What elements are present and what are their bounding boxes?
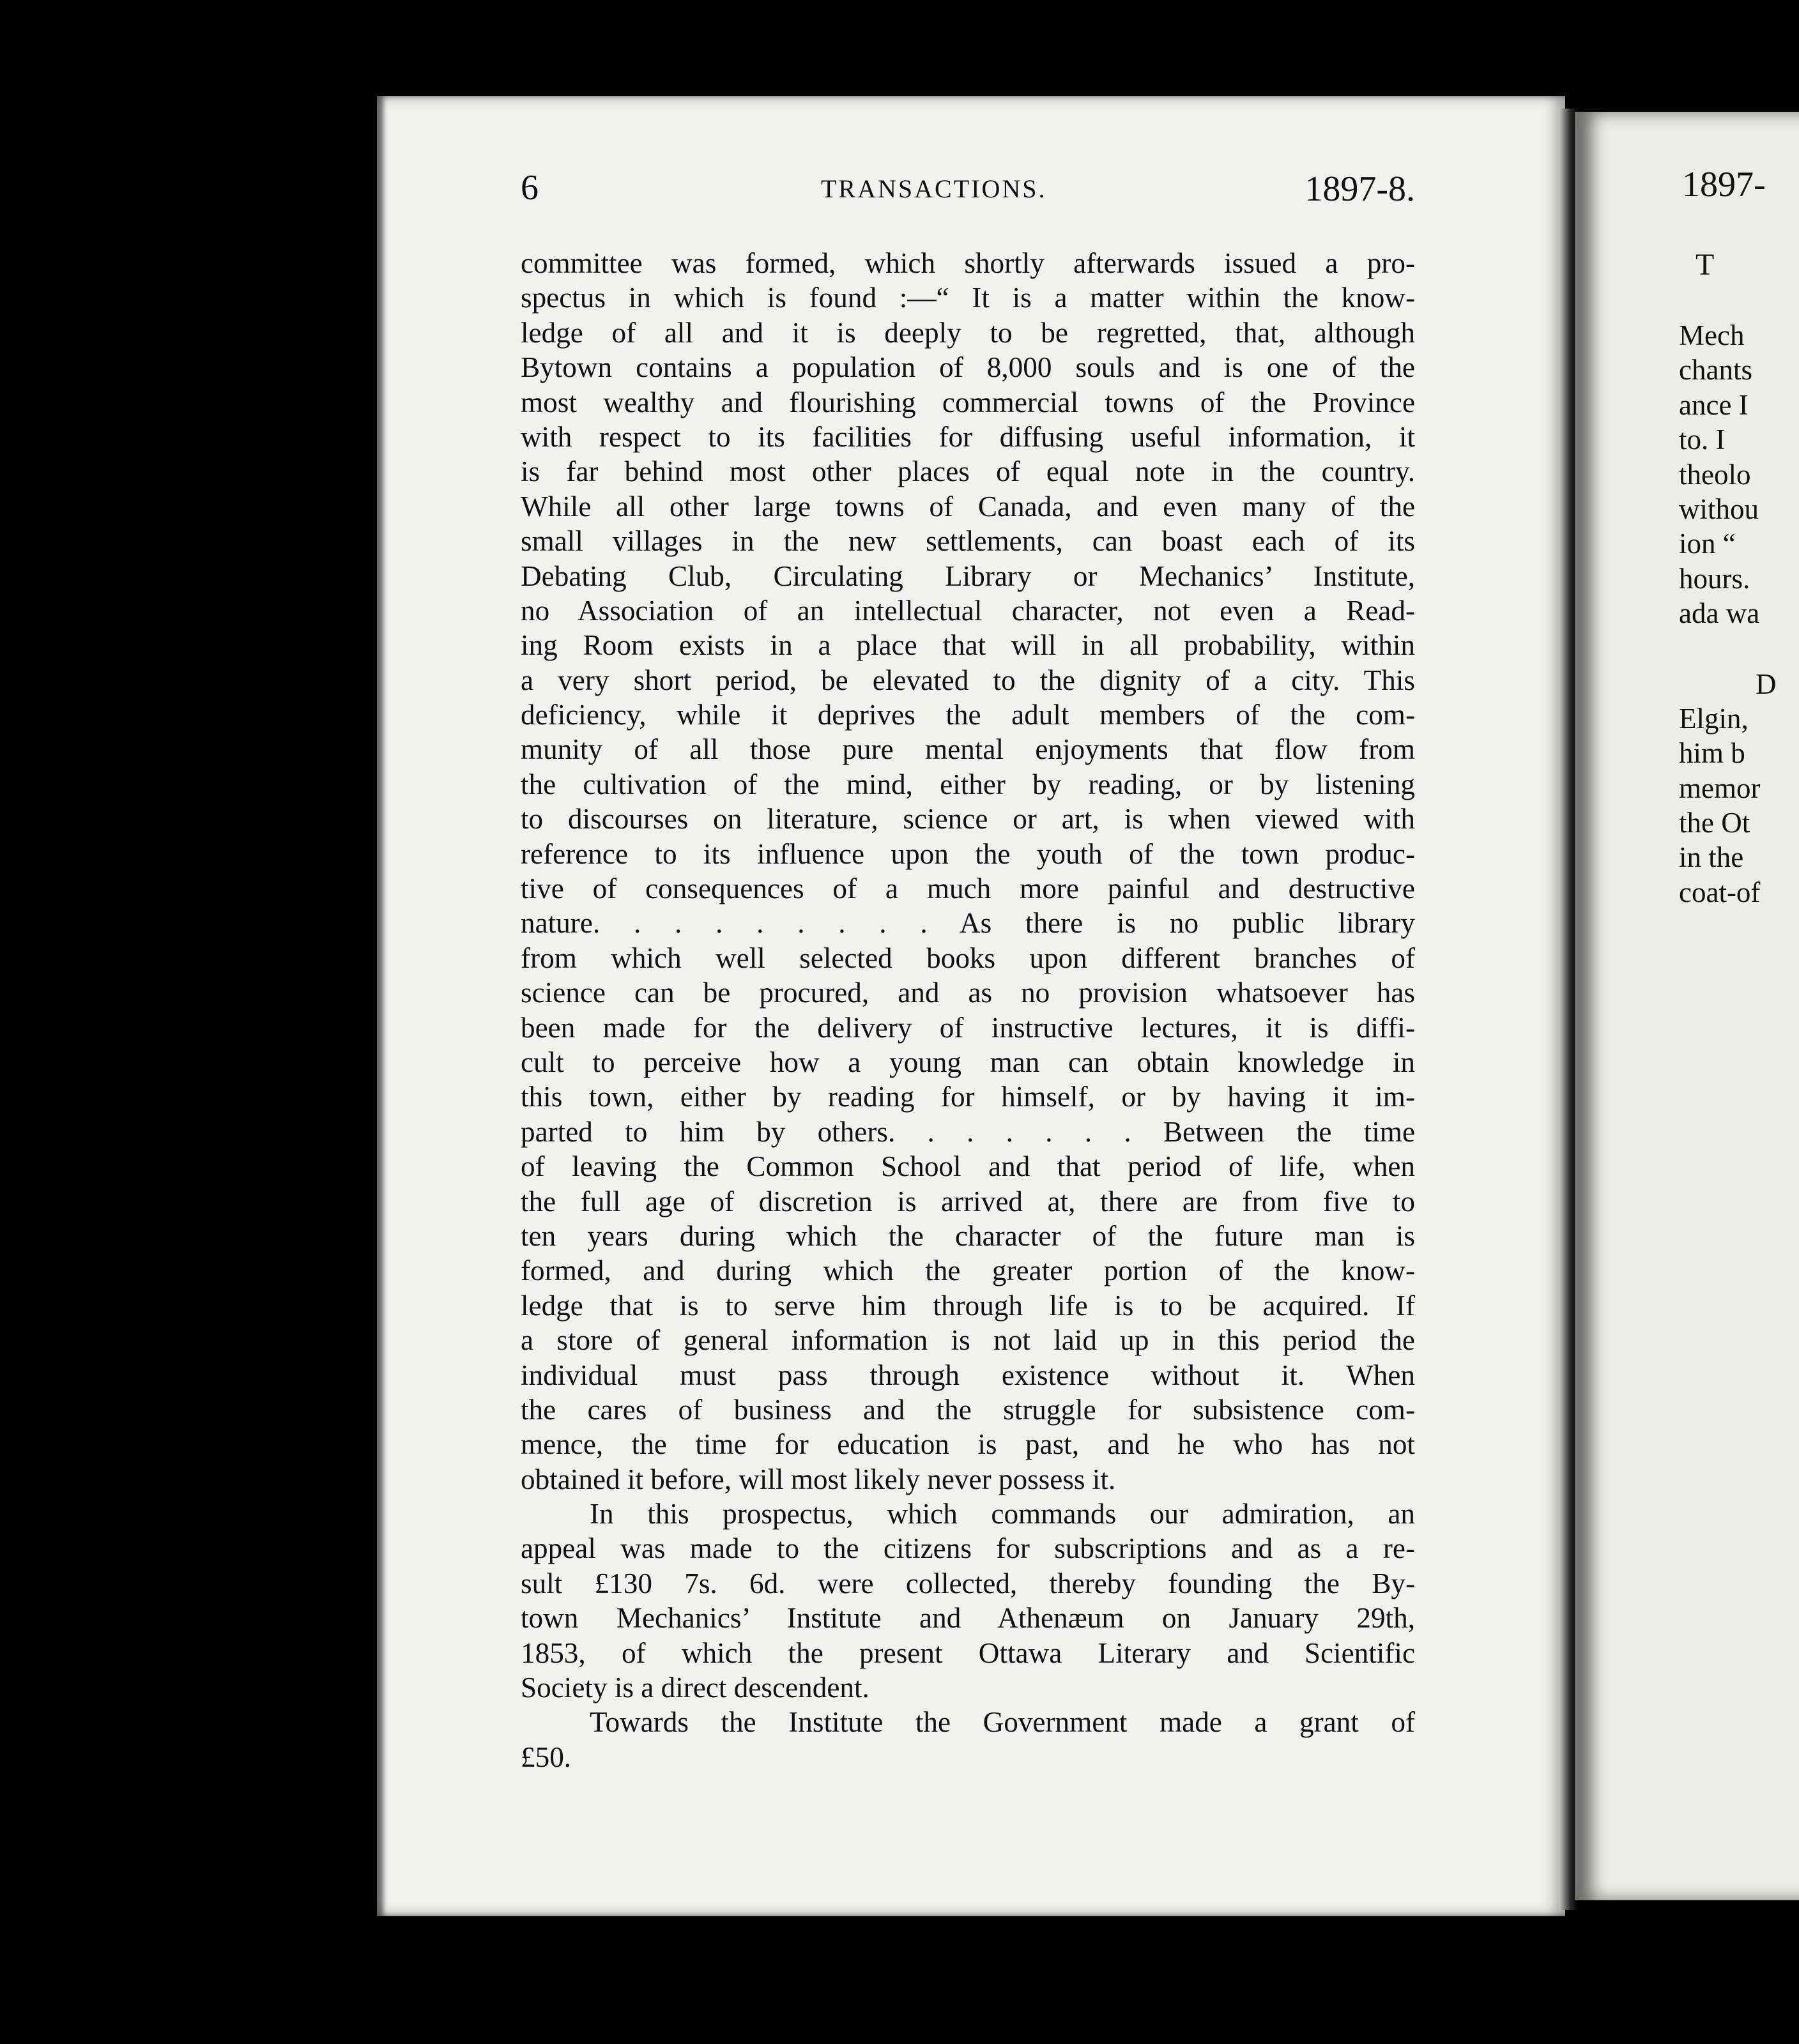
right-text-line: D bbox=[1756, 667, 1777, 700]
text-line: In this prospectus, which commands our admiration, an bbox=[590, 1498, 1415, 1530]
text-line: spectus in which is found :—“ It is a matter within the know- bbox=[521, 282, 1415, 314]
right-text-line: Mech bbox=[1679, 319, 1745, 351]
right-text-line: Elgin, bbox=[1679, 702, 1749, 735]
text-line: cult to perceive how a young man can obtain knowledge in bbox=[521, 1046, 1415, 1078]
text-line: ledge that is to serve him through life is to be acquired. If bbox=[521, 1289, 1415, 1322]
right-running-year: 1897- bbox=[1682, 165, 1766, 204]
running-year: 1897-8. bbox=[1305, 169, 1415, 209]
text-line: to discourses on literature, science or art, is when viewed with bbox=[521, 803, 1415, 835]
text-line: individual must pass through existence without it. When bbox=[521, 1359, 1415, 1391]
text-line: munity of all those pure mental enjoyments that flow from bbox=[521, 733, 1415, 766]
right-text-line: hours. bbox=[1679, 562, 1750, 595]
text-line: is far behind most other places of equal note in the country. bbox=[521, 455, 1415, 488]
text-line: town Mechanics’ Institute and Athenæum on January 29th, bbox=[521, 1602, 1415, 1635]
text-line: small villages in the new settlements, can boast each of its bbox=[521, 525, 1415, 558]
text-line: ten years during which the character of the future man is bbox=[521, 1219, 1415, 1252]
text-line: ing Room exists in a place that will in all probability, within bbox=[521, 629, 1415, 662]
text-line: of leaving the Common School and that period of life, when bbox=[521, 1150, 1415, 1183]
right-text-line: ance I bbox=[1679, 388, 1749, 421]
text-line: the full age of discretion is arrived at, there are from five to bbox=[521, 1185, 1415, 1217]
text-line: parted to him by others. . . . . . . Between the time bbox=[521, 1115, 1415, 1148]
text-line: committee was formed, which shortly afterwards issued a pro- bbox=[521, 247, 1415, 279]
text-line: no Association of an intellectual character, not even a Read- bbox=[521, 594, 1415, 627]
text-line: Towards the Institute the Government made a grant of bbox=[590, 1706, 1415, 1739]
running-head bbox=[521, 167, 1415, 218]
text-line: most wealthy and flourishing commercial towns of the Province bbox=[521, 386, 1415, 418]
text-line: from which well selected books upon different branches of bbox=[521, 942, 1415, 974]
left-body-text bbox=[521, 246, 1415, 1774]
text-line: this town, either by reading for himself, or by having it im- bbox=[521, 1081, 1415, 1113]
page-number: 6 bbox=[521, 168, 539, 208]
right-text-line: theolo bbox=[1679, 458, 1751, 491]
text-line: science can be procured, and as no provision whatsoever has bbox=[521, 977, 1415, 1009]
right-text-line: withou bbox=[1679, 492, 1759, 525]
text-line: nature. . . . . . . . . As there is no public library bbox=[521, 907, 1415, 940]
right-text-line: ion “ bbox=[1679, 528, 1736, 560]
text-line: reference to its influence upon the youth of the town produc- bbox=[521, 837, 1415, 870]
text-line: £50. bbox=[521, 1741, 572, 1773]
text-line: tive of consequences of a much more painful and destructive bbox=[521, 873, 1415, 905]
right-text-line: in the bbox=[1679, 841, 1744, 874]
text-line: deficiency, while it deprives the adult members of the com- bbox=[521, 699, 1415, 731]
right-text-line: chants bbox=[1679, 354, 1752, 386]
right-heading: T bbox=[1696, 248, 1715, 282]
right-text-line: the Ot bbox=[1679, 807, 1750, 839]
running-title: TRANSACTIONS. bbox=[821, 174, 1047, 203]
right-text-line: ada wa bbox=[1679, 597, 1760, 630]
text-line: formed, and during which the greater portion of the know- bbox=[521, 1255, 1415, 1287]
text-line: a store of general information is not laid up in this period the bbox=[521, 1324, 1415, 1357]
text-line: the cares of business and the struggle for subsistence com- bbox=[521, 1393, 1415, 1426]
right-text-line: to. I bbox=[1679, 423, 1726, 456]
text-line: mence, the time for education is past, and he who has not bbox=[521, 1428, 1415, 1461]
text-line: 1853, of which the present Ottawa Literary and Scientific bbox=[521, 1636, 1415, 1669]
right-text-line: him b bbox=[1679, 737, 1745, 770]
right-text-line bbox=[1679, 631, 1777, 667]
text-line: Debating Club, Circulating Library or Mechanics’ Institute, bbox=[521, 560, 1415, 592]
text-line: While all other large towns of Canada, and even many of the bbox=[521, 490, 1415, 522]
text-line: a very short period, be elevated to the dignity of a city. This bbox=[521, 664, 1415, 696]
text-line: appeal was made to the citizens for subscriptions and as a re- bbox=[521, 1532, 1415, 1565]
text-line: been made for the delivery of instructive lectures, it is diffi- bbox=[521, 1011, 1415, 1044]
text-line: Society is a direct descendent. bbox=[521, 1672, 869, 1704]
right-text-line: coat-of bbox=[1679, 876, 1761, 908]
text-line: with respect to its facilities for diffusing useful information, it bbox=[521, 420, 1415, 453]
right-text-line: memor bbox=[1679, 772, 1761, 804]
text-line: the cultivation of the mind, either by reading, or by listening bbox=[521, 768, 1415, 800]
text-line: Bytown contains a population of 8,000 souls and is one of the bbox=[521, 351, 1415, 384]
text-line: ledge of all and it is deeply to be regretted, that, although bbox=[521, 316, 1415, 349]
text-line: sult £130 7s. 6d. were collected, thereby founding the By- bbox=[521, 1567, 1415, 1599]
text-line: obtained it before, will most likely never possess it. bbox=[521, 1463, 1116, 1495]
